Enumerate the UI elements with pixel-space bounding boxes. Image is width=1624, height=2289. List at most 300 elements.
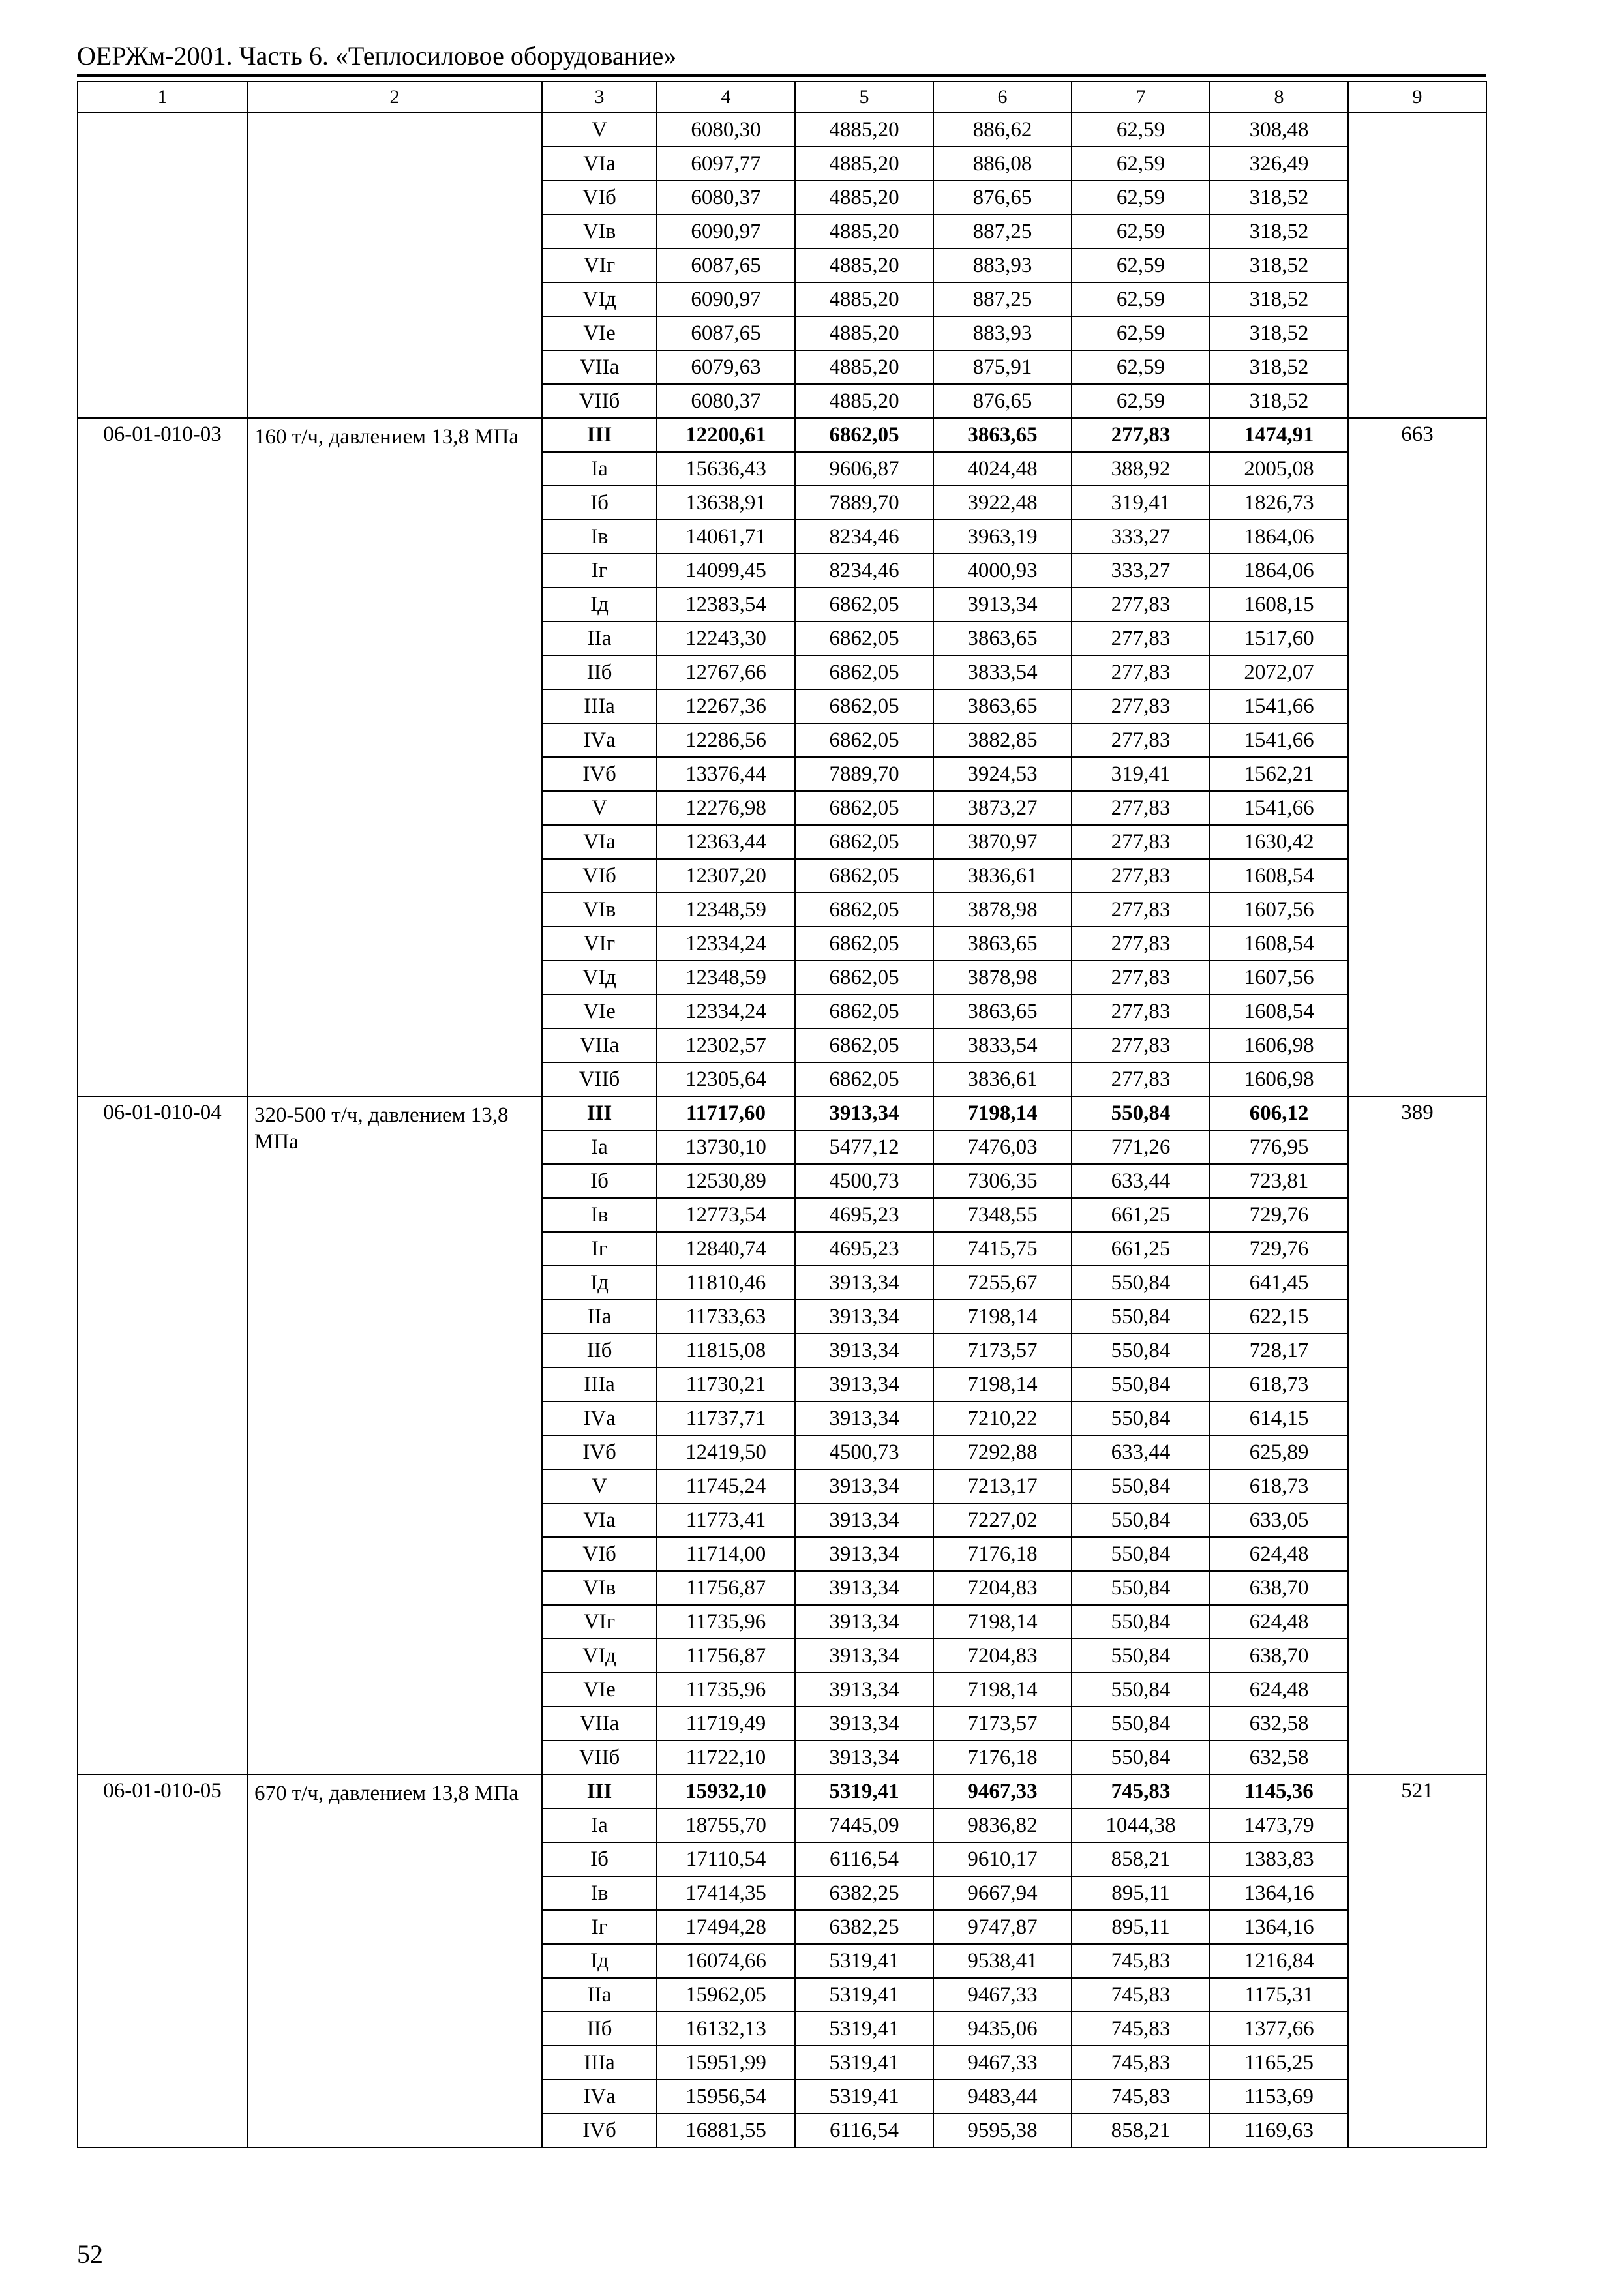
total-cost-cell: 15932,10 [657, 1774, 795, 1808]
machine-cost-cell: 9467,33 [933, 1774, 1072, 1808]
machine-cost-cell: 3924,53 [933, 757, 1072, 791]
total-cost-cell: 11730,21 [657, 1368, 795, 1401]
resource-class-cell: VIг [542, 248, 657, 282]
resource-class-cell: VIIа [542, 1707, 657, 1741]
machine-cost-cell: 9467,33 [933, 2046, 1072, 2080]
machine-cost-cell: 4000,93 [933, 554, 1072, 588]
machine-cost-cell: 887,25 [933, 215, 1072, 248]
item-code-cell: 06-01-010-04 [78, 1096, 247, 1774]
machinist-wages-cell: 62,59 [1072, 147, 1210, 181]
machinist-wages-cell: 858,21 [1072, 2114, 1210, 2147]
machine-cost-cell: 9483,44 [933, 2080, 1072, 2114]
resource-class-cell: Iд [542, 1266, 657, 1300]
total-cost-cell: 6097,77 [657, 147, 795, 181]
total-cost-cell: 11714,00 [657, 1537, 795, 1571]
resource-class-cell: III [542, 1774, 657, 1808]
machinist-wages-cell: 550,84 [1072, 1673, 1210, 1707]
resource-class-cell: Iв [542, 1198, 657, 1232]
wages-cell: 7445,09 [795, 1808, 933, 1842]
total-cost-cell: 6079,63 [657, 350, 795, 384]
wages-cell: 6382,25 [795, 1910, 933, 1944]
total-cost-cell: 11815,08 [657, 1334, 795, 1368]
machine-cost-cell: 7292,88 [933, 1435, 1072, 1469]
resource-class-cell: IVб [542, 757, 657, 791]
materials-cost-cell: 318,52 [1210, 384, 1348, 418]
materials-cost-cell: 638,70 [1210, 1571, 1348, 1605]
materials-cost-cell: 1165,25 [1210, 2046, 1348, 2080]
wages-cell: 4885,20 [795, 248, 933, 282]
column-9-cell [1348, 113, 1486, 418]
resource-class-cell: IIIа [542, 1368, 657, 1401]
materials-cost-cell: 326,49 [1210, 147, 1348, 181]
total-cost-cell: 12334,24 [657, 995, 795, 1028]
materials-cost-cell: 633,05 [1210, 1503, 1348, 1537]
wages-cell: 4885,20 [795, 282, 933, 316]
machinist-wages-cell: 550,84 [1072, 1571, 1210, 1605]
total-cost-cell: 12305,64 [657, 1062, 795, 1096]
wages-cell: 6862,05 [795, 418, 933, 452]
wages-cell: 3913,34 [795, 1469, 933, 1503]
machinist-wages-cell: 550,84 [1072, 1096, 1210, 1130]
wages-cell: 4885,20 [795, 215, 933, 248]
materials-cost-cell: 318,52 [1210, 316, 1348, 350]
machinist-wages-cell: 277,83 [1072, 723, 1210, 757]
machine-cost-cell: 9595,38 [933, 2114, 1072, 2147]
wages-cell: 5319,41 [795, 1774, 933, 1808]
machinist-wages-cell: 277,83 [1072, 791, 1210, 825]
resource-class-cell: Iв [542, 520, 657, 554]
materials-cost-cell: 1175,31 [1210, 1978, 1348, 2012]
machine-cost-cell: 7176,18 [933, 1741, 1072, 1774]
machine-cost-cell: 883,93 [933, 316, 1072, 350]
resource-class-cell: VIе [542, 995, 657, 1028]
machine-cost-cell: 7476,03 [933, 1130, 1072, 1164]
resource-class-cell: VIв [542, 215, 657, 248]
total-cost-cell: 6090,97 [657, 282, 795, 316]
materials-cost-cell: 1216,84 [1210, 1944, 1348, 1978]
machinist-wages-cell: 319,41 [1072, 757, 1210, 791]
resource-class-cell: Iд [542, 588, 657, 621]
table-row [78, 1096, 1486, 1130]
item-description-cell [247, 113, 542, 418]
resource-class-cell: VIб [542, 1537, 657, 1571]
wages-cell: 5477,12 [795, 1130, 933, 1164]
machine-cost-cell: 9435,06 [933, 2012, 1072, 2046]
machine-cost-cell: 9610,17 [933, 1842, 1072, 1876]
total-cost-cell: 15636,43 [657, 452, 795, 486]
machine-cost-cell: 7255,67 [933, 1266, 1072, 1300]
resource-class-cell: Iа [542, 452, 657, 486]
machine-cost-cell: 887,25 [933, 282, 1072, 316]
resource-class-cell: VIв [542, 893, 657, 927]
machine-cost-cell: 9467,33 [933, 1978, 1072, 2012]
column-number-cell: 3 [542, 82, 657, 113]
total-cost-cell: 6080,37 [657, 384, 795, 418]
machine-cost-cell: 3863,65 [933, 927, 1072, 961]
column-number-cell: 8 [1210, 82, 1348, 113]
machinist-wages-cell: 277,83 [1072, 859, 1210, 893]
wages-cell: 6862,05 [795, 825, 933, 859]
total-cost-cell: 17414,35 [657, 1876, 795, 1910]
machinist-wages-cell: 62,59 [1072, 113, 1210, 147]
wages-cell: 3913,34 [795, 1368, 933, 1401]
machinist-wages-cell: 62,59 [1072, 181, 1210, 215]
total-cost-cell: 12348,59 [657, 893, 795, 927]
total-cost-cell: 12302,57 [657, 1028, 795, 1062]
machinist-wages-cell: 895,11 [1072, 1876, 1210, 1910]
total-cost-cell: 11735,96 [657, 1605, 795, 1639]
machinist-wages-cell: 550,84 [1072, 1537, 1210, 1571]
item-description-cell: 320-500 т/ч, давлением 13,8 МПа [247, 1096, 542, 1774]
machinist-wages-cell: 333,27 [1072, 554, 1210, 588]
resource-class-cell: IIб [542, 2012, 657, 2046]
wages-cell: 5319,41 [795, 2046, 933, 2080]
machinist-wages-cell: 550,84 [1072, 1300, 1210, 1334]
machinist-wages-cell: 277,83 [1072, 621, 1210, 655]
machinist-wages-cell: 550,84 [1072, 1639, 1210, 1673]
machine-cost-cell: 7198,14 [933, 1368, 1072, 1401]
machinist-wages-cell: 550,84 [1072, 1334, 1210, 1368]
machinist-wages-cell: 745,83 [1072, 2080, 1210, 2114]
total-cost-cell: 12200,61 [657, 418, 795, 452]
resource-class-cell: Iб [542, 1164, 657, 1198]
total-cost-cell: 14099,45 [657, 554, 795, 588]
total-cost-cell: 12243,30 [657, 621, 795, 655]
total-cost-cell: 12530,89 [657, 1164, 795, 1198]
resource-class-cell: VIб [542, 181, 657, 215]
machine-cost-cell: 875,91 [933, 350, 1072, 384]
wages-cell: 3913,34 [795, 1503, 933, 1537]
resource-class-cell: IIа [542, 1978, 657, 2012]
machinist-wages-cell: 661,25 [1072, 1198, 1210, 1232]
resource-class-cell: V [542, 113, 657, 147]
total-cost-cell: 11810,46 [657, 1266, 795, 1300]
table-body [78, 82, 1486, 2147]
machine-cost-cell: 3922,48 [933, 486, 1072, 520]
wages-cell: 4695,23 [795, 1198, 933, 1232]
column-number-cell: 7 [1072, 82, 1210, 113]
wages-cell: 6862,05 [795, 791, 933, 825]
wages-cell: 4885,20 [795, 316, 933, 350]
resource-class-cell: IVб [542, 2114, 657, 2147]
total-cost-cell: 12348,59 [657, 961, 795, 995]
materials-cost-cell: 614,15 [1210, 1401, 1348, 1435]
wages-cell: 5319,41 [795, 2080, 933, 2114]
machine-cost-cell: 3836,61 [933, 1062, 1072, 1096]
machinist-wages-cell: 277,83 [1072, 655, 1210, 689]
item-code-cell [78, 113, 247, 418]
wages-cell: 3913,34 [795, 1096, 933, 1130]
total-cost-cell: 17110,54 [657, 1842, 795, 1876]
materials-cost-cell: 618,73 [1210, 1469, 1348, 1503]
machinist-wages-cell: 745,83 [1072, 1978, 1210, 2012]
materials-cost-cell: 776,95 [1210, 1130, 1348, 1164]
total-cost-cell: 12267,36 [657, 689, 795, 723]
price-table [77, 81, 1487, 2148]
wages-cell: 5319,41 [795, 1978, 933, 2012]
column-number-cell: 4 [657, 82, 795, 113]
materials-cost-cell: 1364,16 [1210, 1876, 1348, 1910]
resource-class-cell: VIе [542, 316, 657, 350]
resource-class-cell: IIа [542, 1300, 657, 1334]
resource-class-cell: IVа [542, 723, 657, 757]
machinist-wages-cell: 661,25 [1072, 1232, 1210, 1266]
wages-cell: 6862,05 [795, 655, 933, 689]
machinist-wages-cell: 771,26 [1072, 1130, 1210, 1164]
total-cost-cell: 13376,44 [657, 757, 795, 791]
materials-cost-cell: 1473,79 [1210, 1808, 1348, 1842]
machinist-wages-cell: 62,59 [1072, 248, 1210, 282]
total-cost-cell: 6090,97 [657, 215, 795, 248]
column-number-cell: 2 [247, 82, 542, 113]
resource-class-cell: VIб [542, 859, 657, 893]
machinist-wages-cell: 277,83 [1072, 689, 1210, 723]
machine-cost-cell: 3863,65 [933, 418, 1072, 452]
resource-class-cell: III [542, 418, 657, 452]
machinist-wages-cell: 277,83 [1072, 995, 1210, 1028]
wages-cell: 6116,54 [795, 1842, 933, 1876]
total-cost-cell: 11735,96 [657, 1673, 795, 1707]
wages-cell: 6116,54 [795, 2114, 933, 2147]
table-row [78, 113, 1486, 147]
wages-cell: 8234,46 [795, 554, 933, 588]
wages-cell: 4500,73 [795, 1435, 933, 1469]
machine-cost-cell: 7348,55 [933, 1198, 1072, 1232]
machine-cost-cell: 883,93 [933, 248, 1072, 282]
machine-cost-cell: 7198,14 [933, 1605, 1072, 1639]
machine-cost-cell: 9667,94 [933, 1876, 1072, 1910]
machinist-wages-cell: 550,84 [1072, 1605, 1210, 1639]
resource-class-cell: IIа [542, 621, 657, 655]
resource-class-cell: Iа [542, 1130, 657, 1164]
total-cost-cell: 12334,24 [657, 927, 795, 961]
machinist-wages-cell: 745,83 [1072, 1944, 1210, 1978]
total-cost-cell: 11773,41 [657, 1503, 795, 1537]
machinist-wages-cell: 550,84 [1072, 1469, 1210, 1503]
wages-cell: 6862,05 [795, 859, 933, 893]
materials-cost-cell: 729,76 [1210, 1232, 1348, 1266]
total-cost-cell: 11733,63 [657, 1300, 795, 1334]
wages-cell: 3913,34 [795, 1300, 933, 1334]
machinist-wages-cell: 633,44 [1072, 1435, 1210, 1469]
materials-cost-cell: 606,12 [1210, 1096, 1348, 1130]
materials-cost-cell: 729,76 [1210, 1198, 1348, 1232]
machine-cost-cell: 876,65 [933, 181, 1072, 215]
materials-cost-cell: 1145,36 [1210, 1774, 1348, 1808]
total-cost-cell: 16132,13 [657, 2012, 795, 2046]
machine-cost-cell: 7173,57 [933, 1334, 1072, 1368]
total-cost-cell: 12767,66 [657, 655, 795, 689]
materials-cost-cell: 1864,06 [1210, 520, 1348, 554]
header-divider [77, 74, 1486, 77]
machine-cost-cell: 9836,82 [933, 1808, 1072, 1842]
resource-class-cell: IVа [542, 1401, 657, 1435]
total-cost-cell: 13638,91 [657, 486, 795, 520]
materials-cost-cell: 1608,54 [1210, 995, 1348, 1028]
materials-cost-cell: 638,70 [1210, 1639, 1348, 1673]
materials-cost-cell: 1169,63 [1210, 2114, 1348, 2147]
materials-cost-cell: 618,73 [1210, 1368, 1348, 1401]
machine-cost-cell: 7213,17 [933, 1469, 1072, 1503]
machinist-wages-cell: 62,59 [1072, 215, 1210, 248]
total-cost-cell: 11745,24 [657, 1469, 795, 1503]
column-number-cell: 1 [78, 82, 247, 113]
materials-cost-cell: 723,81 [1210, 1164, 1348, 1198]
machinist-wages-cell: 277,83 [1072, 1028, 1210, 1062]
machine-cost-cell: 886,62 [933, 113, 1072, 147]
wages-cell: 3913,34 [795, 1639, 933, 1673]
table-row [78, 418, 1486, 452]
resource-class-cell: Iг [542, 1910, 657, 1944]
machinist-wages-cell: 333,27 [1072, 520, 1210, 554]
resource-class-cell: IIб [542, 655, 657, 689]
machinist-wages-cell: 550,84 [1072, 1368, 1210, 1401]
materials-cost-cell: 1377,66 [1210, 2012, 1348, 2046]
machine-cost-cell: 7227,02 [933, 1503, 1072, 1537]
resource-class-cell: IIIа [542, 2046, 657, 2080]
materials-cost-cell: 318,52 [1210, 215, 1348, 248]
machinist-wages-cell: 745,83 [1072, 2012, 1210, 2046]
resource-class-cell: Iд [542, 1944, 657, 1978]
machine-cost-cell: 9747,87 [933, 1910, 1072, 1944]
resource-class-cell: VIв [542, 1571, 657, 1605]
total-cost-cell: 18755,70 [657, 1808, 795, 1842]
resource-class-cell: Iб [542, 486, 657, 520]
total-cost-cell: 12363,44 [657, 825, 795, 859]
item-code-cell: 06-01-010-05 [78, 1774, 247, 2147]
materials-cost-cell: 1474,91 [1210, 418, 1348, 452]
wages-cell: 6382,25 [795, 1876, 933, 1910]
materials-cost-cell: 632,58 [1210, 1707, 1348, 1741]
resource-class-cell: Iг [542, 554, 657, 588]
total-cost-cell: 6087,65 [657, 248, 795, 282]
total-cost-cell: 12383,54 [657, 588, 795, 621]
resource-class-cell: V [542, 1469, 657, 1503]
wages-cell: 6862,05 [795, 1028, 933, 1062]
machinist-wages-cell: 895,11 [1072, 1910, 1210, 1944]
resource-class-cell: VIIа [542, 350, 657, 384]
wages-cell: 3913,34 [795, 1707, 933, 1741]
machine-cost-cell: 3833,54 [933, 1028, 1072, 1062]
resource-class-cell: VIг [542, 927, 657, 961]
total-cost-cell: 6080,37 [657, 181, 795, 215]
wages-cell: 5319,41 [795, 1944, 933, 1978]
machinist-wages-cell: 62,59 [1072, 282, 1210, 316]
total-cost-cell: 6087,65 [657, 316, 795, 350]
materials-cost-cell: 625,89 [1210, 1435, 1348, 1469]
item-description-cell: 160 т/ч, давлением 13,8 МПа [247, 418, 542, 1096]
resource-class-cell: III [542, 1096, 657, 1130]
resource-class-cell: IVа [542, 2080, 657, 2114]
column-number-cell: 6 [933, 82, 1072, 113]
machine-cost-cell: 3863,65 [933, 621, 1072, 655]
machinist-wages-cell: 277,83 [1072, 961, 1210, 995]
total-cost-cell: 11717,60 [657, 1096, 795, 1130]
materials-cost-cell: 318,52 [1210, 248, 1348, 282]
materials-cost-cell: 1383,83 [1210, 1842, 1348, 1876]
wages-cell: 4885,20 [795, 113, 933, 147]
machinist-wages-cell: 319,41 [1072, 486, 1210, 520]
resource-class-cell: IIIа [542, 689, 657, 723]
resource-class-cell: IIб [542, 1334, 657, 1368]
machinist-wages-cell: 62,59 [1072, 316, 1210, 350]
materials-cost-cell: 318,52 [1210, 181, 1348, 215]
materials-cost-cell: 624,48 [1210, 1537, 1348, 1571]
total-cost-cell: 11756,87 [657, 1571, 795, 1605]
materials-cost-cell: 1541,66 [1210, 723, 1348, 757]
wages-cell: 4695,23 [795, 1232, 933, 1266]
machine-cost-cell: 3863,65 [933, 689, 1072, 723]
machine-cost-cell: 7210,22 [933, 1401, 1072, 1435]
total-cost-cell: 11756,87 [657, 1639, 795, 1673]
machinist-wages-cell: 388,92 [1072, 452, 1210, 486]
machinist-wages-cell: 277,83 [1072, 1062, 1210, 1096]
wages-cell: 7889,70 [795, 757, 933, 791]
column-number-cell: 5 [795, 82, 933, 113]
total-cost-cell: 16074,66 [657, 1944, 795, 1978]
machine-cost-cell: 886,08 [933, 147, 1072, 181]
wages-cell: 3913,34 [795, 1401, 933, 1435]
machinist-wages-cell: 550,84 [1072, 1503, 1210, 1537]
resource-class-cell: Iг [542, 1232, 657, 1266]
machine-cost-cell: 3878,98 [933, 961, 1072, 995]
materials-cost-cell: 1826,73 [1210, 486, 1348, 520]
materials-cost-cell: 1630,42 [1210, 825, 1348, 859]
resource-class-cell: VIа [542, 147, 657, 181]
wages-cell: 6862,05 [795, 689, 933, 723]
total-cost-cell: 15951,99 [657, 2046, 795, 2080]
machine-cost-cell: 3870,97 [933, 825, 1072, 859]
materials-cost-cell: 1606,98 [1210, 1028, 1348, 1062]
wages-cell: 3913,34 [795, 1673, 933, 1707]
machine-cost-cell: 7198,14 [933, 1096, 1072, 1130]
wages-cell: 7889,70 [795, 486, 933, 520]
column-number-row [78, 82, 1486, 113]
wages-cell: 4500,73 [795, 1164, 933, 1198]
materials-cost-cell: 622,15 [1210, 1300, 1348, 1334]
column-9-cell: 389 [1348, 1096, 1486, 1774]
total-cost-cell: 17494,28 [657, 1910, 795, 1944]
materials-cost-cell: 318,52 [1210, 350, 1348, 384]
total-cost-cell: 11722,10 [657, 1741, 795, 1774]
wages-cell: 6862,05 [795, 588, 933, 621]
machine-cost-cell: 7198,14 [933, 1300, 1072, 1334]
machine-cost-cell: 3833,54 [933, 655, 1072, 689]
machine-cost-cell: 7204,83 [933, 1571, 1072, 1605]
materials-cost-cell: 1153,69 [1210, 2080, 1348, 2114]
materials-cost-cell: 1606,98 [1210, 1062, 1348, 1096]
item-description-cell: 670 т/ч, давлением 13,8 МПа [247, 1774, 542, 2147]
resource-class-cell: VIа [542, 825, 657, 859]
resource-class-cell: Iа [542, 1808, 657, 1842]
machinist-wages-cell: 745,83 [1072, 2046, 1210, 2080]
materials-cost-cell: 1517,60 [1210, 621, 1348, 655]
wages-cell: 4885,20 [795, 147, 933, 181]
machine-cost-cell: 3913,34 [933, 588, 1072, 621]
machinist-wages-cell: 62,59 [1072, 350, 1210, 384]
total-cost-cell: 16881,55 [657, 2114, 795, 2147]
machinist-wages-cell: 633,44 [1072, 1164, 1210, 1198]
machine-cost-cell: 7415,75 [933, 1232, 1072, 1266]
total-cost-cell: 12840,74 [657, 1232, 795, 1266]
wages-cell: 4885,20 [795, 350, 933, 384]
machine-cost-cell: 4024,48 [933, 452, 1072, 486]
machine-cost-cell: 3873,27 [933, 791, 1072, 825]
resource-class-cell: VIIб [542, 1062, 657, 1096]
wages-cell: 6862,05 [795, 995, 933, 1028]
total-cost-cell: 11719,49 [657, 1707, 795, 1741]
materials-cost-cell: 1562,21 [1210, 757, 1348, 791]
